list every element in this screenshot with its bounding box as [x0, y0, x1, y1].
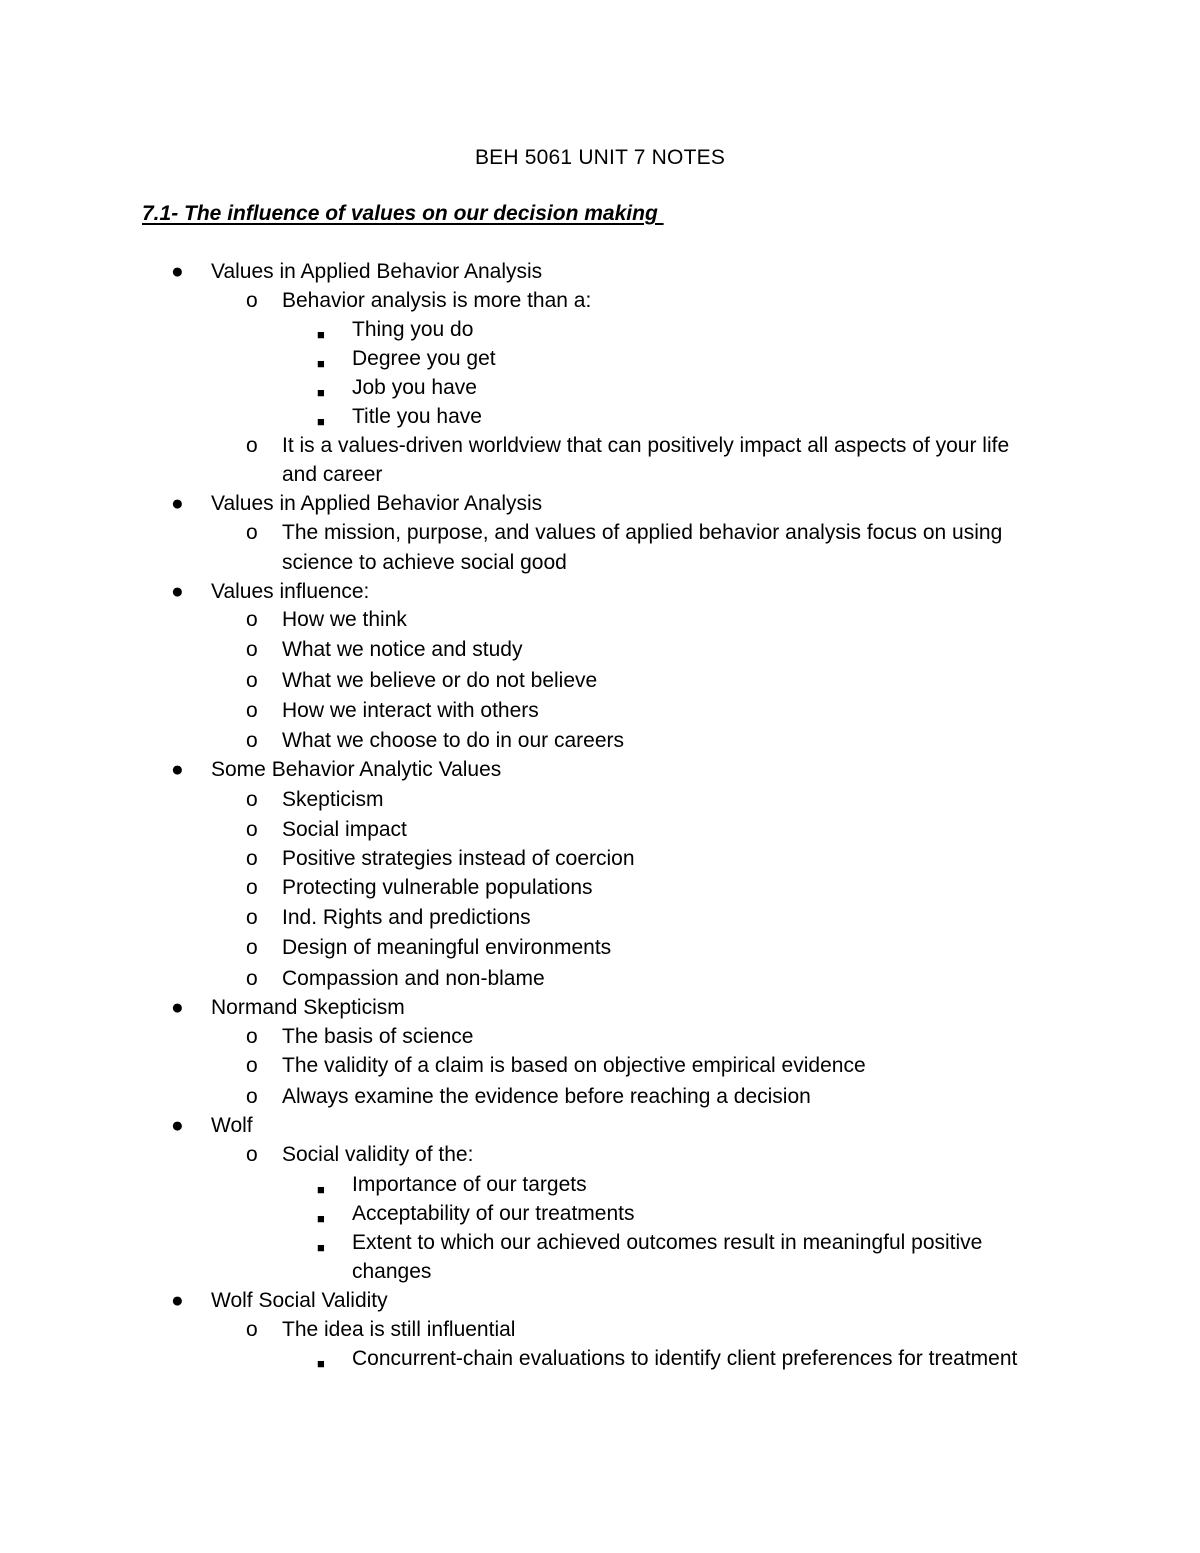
- bullet-circle-icon: o: [246, 818, 258, 841]
- document-title: BEH 5061 UNIT 7 NOTES: [474, 146, 726, 169]
- outline-item-level-3: Importance of our targets: [352, 1173, 587, 1196]
- outline-item-level-3: Thing you do: [352, 318, 474, 341]
- bullet-circle-icon: o: [246, 906, 258, 929]
- outline-item-level-2: Ind. Rights and predictions: [282, 906, 531, 929]
- bullet-circle-icon: o: [246, 608, 258, 631]
- outline-item-level-3: Job you have: [352, 376, 477, 399]
- bullet-disc-icon: ●: [171, 996, 184, 1019]
- outline-item-level-1: Normand Skepticism: [211, 996, 405, 1019]
- bullet-circle-icon: o: [246, 967, 258, 990]
- bullet-square-icon: ■: [317, 1182, 325, 1197]
- outline-item-level-1: Values in Applied Behavior Analysis: [211, 492, 543, 515]
- bullet-circle-icon: o: [246, 876, 258, 899]
- outline-item-level-3: Acceptability of our treatments: [352, 1202, 635, 1225]
- outline-item-level-1: Wolf: [211, 1114, 253, 1137]
- bullet-square-icon: ■: [317, 327, 325, 342]
- bullet-circle-icon: o: [246, 1143, 258, 1166]
- bullet-disc-icon: ●: [171, 492, 184, 515]
- outline-item-level-2: The idea is still influential: [282, 1318, 516, 1341]
- bullet-disc-icon: ●: [171, 580, 184, 603]
- bullet-square-icon: ■: [317, 1240, 325, 1255]
- outline-item-level-2: What we notice and study: [282, 638, 523, 661]
- bullet-disc-icon: ●: [171, 758, 184, 781]
- outline-item-level-2: Social impact: [282, 818, 407, 841]
- outline-item-level-2: Positive strategies instead of coercion: [282, 847, 635, 870]
- bullet-square-icon: ■: [317, 1356, 325, 1371]
- outline-item-level-2: and career: [282, 463, 383, 486]
- outline-item-level-1: Wolf Social Validity: [211, 1289, 388, 1312]
- bullet-square-icon: ■: [317, 356, 325, 371]
- outline-item-level-2: It is a values-driven worldview that can positively impact all aspects of your life: [282, 434, 1010, 457]
- outline-item-level-2: The mission, purpose, and values of applied behavior analysis focus on using: [282, 521, 1003, 544]
- bullet-circle-icon: o: [246, 699, 258, 722]
- section-heading: 7.1- The influence of values on our decision making: [142, 202, 664, 225]
- outline-item-level-2: Behavior analysis is more than a:: [282, 289, 592, 312]
- outline-item-level-2: The basis of science: [282, 1025, 474, 1048]
- outline-item-level-3: Extent to which our achieved outcomes result in meaningful positive: [352, 1231, 983, 1254]
- outline-item-level-1: Values influence:: [211, 580, 370, 603]
- bullet-circle-icon: o: [246, 788, 258, 811]
- outline-item-level-2: Skepticism: [282, 788, 384, 811]
- bullet-circle-icon: o: [246, 936, 258, 959]
- outline-item-level-2: The validity of a claim is based on objective empirical evidence: [282, 1054, 866, 1077]
- bullet-square-icon: ■: [317, 385, 325, 400]
- outline-item-level-2: science to achieve social good: [282, 551, 567, 574]
- bullet-disc-icon: ●: [171, 260, 184, 283]
- bullet-circle-icon: o: [246, 1054, 258, 1077]
- bullet-circle-icon: o: [246, 521, 258, 544]
- bullet-circle-icon: o: [246, 289, 258, 312]
- outline-item-level-1: Values in Applied Behavior Analysis: [211, 260, 543, 283]
- outline-item-level-3: Concurrent-chain evaluations to identify client preferences for treatment: [352, 1347, 1018, 1370]
- outline-item-level-2: How we think: [282, 608, 407, 631]
- outline-item-level-3: Degree you get: [352, 347, 496, 370]
- outline-item-level-2: What we choose to do in our careers: [282, 729, 625, 752]
- outline-item-level-2: Design of meaningful environments: [282, 936, 612, 959]
- outline-item-level-2: Always examine the evidence before reaching a decision: [282, 1085, 811, 1108]
- bullet-circle-icon: o: [246, 1085, 258, 1108]
- outline-item-level-2: Protecting vulnerable populations: [282, 876, 593, 899]
- outline-item-level-2: How we interact with others: [282, 699, 539, 722]
- outline-item-level-3: changes: [352, 1260, 432, 1283]
- bullet-circle-icon: o: [246, 847, 258, 870]
- bullet-circle-icon: o: [246, 434, 258, 457]
- bullet-circle-icon: o: [246, 1318, 258, 1341]
- outline-item-level-3: Title you have: [352, 405, 482, 428]
- bullet-square-icon: ■: [317, 414, 325, 429]
- bullet-disc-icon: ●: [171, 1114, 184, 1137]
- bullet-circle-icon: o: [246, 729, 258, 752]
- bullet-circle-icon: o: [246, 669, 258, 692]
- outline-item-level-2: Social validity of the:: [282, 1143, 474, 1166]
- bullet-circle-icon: o: [246, 638, 258, 661]
- bullet-square-icon: ■: [317, 1211, 325, 1226]
- bullet-circle-icon: o: [246, 1025, 258, 1048]
- outline-item-level-2: Compassion and non-blame: [282, 967, 545, 990]
- bullet-disc-icon: ●: [171, 1289, 184, 1312]
- outline-item-level-1: Some Behavior Analytic Values: [211, 758, 502, 781]
- outline-item-level-2: What we believe or do not believe: [282, 669, 598, 692]
